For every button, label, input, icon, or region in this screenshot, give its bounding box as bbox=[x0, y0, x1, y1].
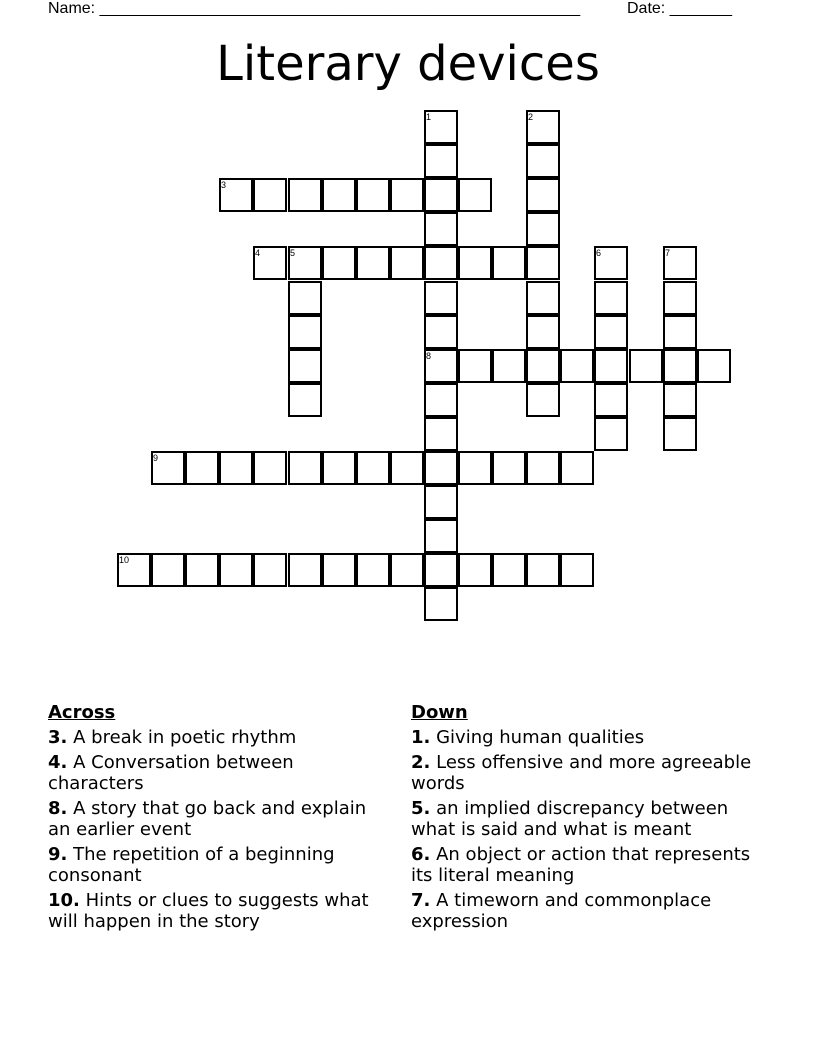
grid-cell[interactable] bbox=[663, 383, 697, 417]
date-field-label: Date: _______ bbox=[627, 0, 732, 17]
grid-cell[interactable] bbox=[526, 144, 560, 178]
grid-cell[interactable] bbox=[594, 281, 628, 315]
down-clue bbox=[411, 844, 761, 886]
grid-cell[interactable] bbox=[697, 349, 731, 383]
grid-cell[interactable] bbox=[424, 587, 458, 621]
clue-start-number: 2 bbox=[528, 112, 534, 122]
clue-text: an implied discrepancy between what is said and what is meant bbox=[411, 798, 729, 840]
grid-cell[interactable] bbox=[492, 553, 526, 587]
clue-text: Giving human qualities bbox=[436, 727, 645, 748]
grid-cell[interactable] bbox=[424, 281, 458, 315]
across-heading: Across bbox=[48, 702, 116, 723]
grid-cell[interactable] bbox=[288, 178, 322, 212]
grid-cell[interactable] bbox=[663, 417, 697, 451]
grid-cell[interactable] bbox=[458, 178, 492, 212]
grid-cell[interactable] bbox=[185, 553, 219, 587]
grid-cell[interactable] bbox=[663, 281, 697, 315]
grid-cell[interactable] bbox=[458, 451, 492, 485]
grid-cell[interactable] bbox=[185, 451, 219, 485]
grid-cell[interactable] bbox=[322, 451, 356, 485]
grid-cell[interactable] bbox=[594, 315, 628, 349]
grid-cell[interactable] bbox=[288, 315, 322, 349]
grid-cell[interactable] bbox=[390, 246, 424, 280]
grid-cell[interactable] bbox=[458, 246, 492, 280]
grid-cell[interactable] bbox=[629, 349, 663, 383]
name-field-label: Name: ______________________________________________________ bbox=[48, 0, 581, 17]
grid-cell[interactable] bbox=[526, 246, 560, 280]
clue-text: Hints or clues to suggests what will happen in the story bbox=[48, 890, 369, 932]
grid-cell[interactable] bbox=[663, 315, 697, 349]
grid-cell[interactable] bbox=[390, 451, 424, 485]
clue-number: 4. bbox=[48, 752, 68, 773]
clue-start-number: 9 bbox=[153, 453, 159, 463]
clue-number: 3. bbox=[48, 727, 68, 748]
grid-cell[interactable] bbox=[526, 315, 560, 349]
clue-text: A story that go back and explain an earlier event bbox=[48, 798, 367, 840]
clue-start-number: 6 bbox=[596, 248, 602, 258]
clue-text: An object or action that represents its literal meaning bbox=[411, 844, 751, 886]
grid-cell[interactable] bbox=[424, 451, 458, 485]
clue-text: Less offensive and more agreeable words bbox=[411, 752, 752, 794]
grid-cell[interactable] bbox=[594, 349, 628, 383]
clue-text: A break in poetic rhythm bbox=[73, 727, 297, 748]
grid-cell[interactable] bbox=[663, 349, 697, 383]
across-clues bbox=[48, 702, 388, 936]
grid-cell[interactable] bbox=[424, 485, 458, 519]
grid-cell[interactable] bbox=[526, 553, 560, 587]
clue-number: 8. bbox=[48, 798, 68, 819]
clue-text: A timeworn and commonplace expression bbox=[411, 890, 712, 932]
across-clue bbox=[48, 844, 388, 886]
across-clue bbox=[48, 890, 388, 932]
grid-cell[interactable] bbox=[356, 553, 390, 587]
down-clue bbox=[411, 727, 761, 748]
grid-cell[interactable] bbox=[458, 553, 492, 587]
grid-cell[interactable] bbox=[219, 451, 253, 485]
grid-cell[interactable] bbox=[424, 246, 458, 280]
grid-cell[interactable] bbox=[390, 178, 424, 212]
grid-cell[interactable] bbox=[560, 553, 594, 587]
grid-cell[interactable] bbox=[492, 349, 526, 383]
grid-cell[interactable] bbox=[526, 383, 560, 417]
grid-cell[interactable] bbox=[322, 246, 356, 280]
across-clue bbox=[48, 727, 388, 748]
grid-cell[interactable] bbox=[424, 144, 458, 178]
clue-start-number: 8 bbox=[426, 351, 432, 361]
down-heading: Down bbox=[411, 702, 468, 723]
clue-start-number: 3 bbox=[221, 180, 227, 190]
clue-number: 7. bbox=[411, 890, 431, 911]
down-clue bbox=[411, 798, 761, 840]
clue-text: A Conversation between characters bbox=[48, 752, 294, 794]
down-clue bbox=[411, 752, 761, 794]
grid-cell[interactable] bbox=[253, 553, 287, 587]
clue-number: 6. bbox=[411, 844, 431, 865]
grid-cell[interactable] bbox=[492, 451, 526, 485]
grid-cell[interactable] bbox=[526, 178, 560, 212]
grid-cell[interactable] bbox=[390, 553, 424, 587]
page-title: Literary devices bbox=[216, 36, 600, 92]
across-clue bbox=[48, 752, 388, 794]
grid-cell[interactable] bbox=[288, 383, 322, 417]
grid-cell[interactable] bbox=[560, 349, 594, 383]
grid-cell[interactable] bbox=[424, 519, 458, 553]
grid-cell[interactable] bbox=[356, 451, 390, 485]
grid-cell[interactable] bbox=[322, 178, 356, 212]
clue-start-number: 5 bbox=[290, 248, 296, 258]
grid-cell[interactable] bbox=[253, 451, 287, 485]
grid-cell[interactable] bbox=[492, 246, 526, 280]
grid-cell[interactable] bbox=[424, 212, 458, 246]
grid-cell[interactable] bbox=[526, 349, 560, 383]
clue-start-number: 4 bbox=[255, 248, 261, 258]
grid-cell[interactable] bbox=[424, 315, 458, 349]
grid-cell[interactable] bbox=[253, 178, 287, 212]
grid-cell[interactable] bbox=[288, 281, 322, 315]
clue-start-number: 1 bbox=[426, 112, 432, 122]
clue-number: 5. bbox=[411, 798, 431, 819]
clue-start-number: 10 bbox=[119, 555, 130, 565]
grid-cell[interactable] bbox=[526, 451, 560, 485]
grid-cell[interactable] bbox=[219, 553, 253, 587]
clue-number: 1. bbox=[411, 727, 431, 748]
clue-number: 2. bbox=[411, 752, 431, 773]
grid-cell[interactable] bbox=[526, 281, 560, 315]
grid-cell[interactable] bbox=[424, 417, 458, 451]
grid-cell[interactable] bbox=[424, 553, 458, 587]
grid-cell[interactable] bbox=[424, 178, 458, 212]
grid-cell[interactable] bbox=[526, 212, 560, 246]
grid-cell[interactable] bbox=[356, 178, 390, 212]
grid-cell[interactable] bbox=[560, 451, 594, 485]
down-clues bbox=[411, 702, 761, 936]
across-clue bbox=[48, 798, 388, 840]
grid-cell[interactable] bbox=[151, 553, 185, 587]
clue-text: The repetition of a beginning consonant bbox=[48, 844, 335, 886]
clue-start-number: 7 bbox=[665, 248, 671, 258]
grid-cell[interactable] bbox=[288, 451, 322, 485]
grid-cell[interactable] bbox=[458, 349, 492, 383]
grid-cell[interactable] bbox=[424, 383, 458, 417]
clue-number: 10. bbox=[48, 890, 80, 911]
grid-cell[interactable] bbox=[322, 553, 356, 587]
grid-cell[interactable] bbox=[288, 553, 322, 587]
grid-cell[interactable] bbox=[356, 246, 390, 280]
clue-number: 9. bbox=[48, 844, 68, 865]
grid-cell[interactable] bbox=[594, 383, 628, 417]
grid-cell[interactable] bbox=[288, 349, 322, 383]
grid-cell[interactable] bbox=[594, 417, 628, 451]
down-clue bbox=[411, 890, 761, 932]
